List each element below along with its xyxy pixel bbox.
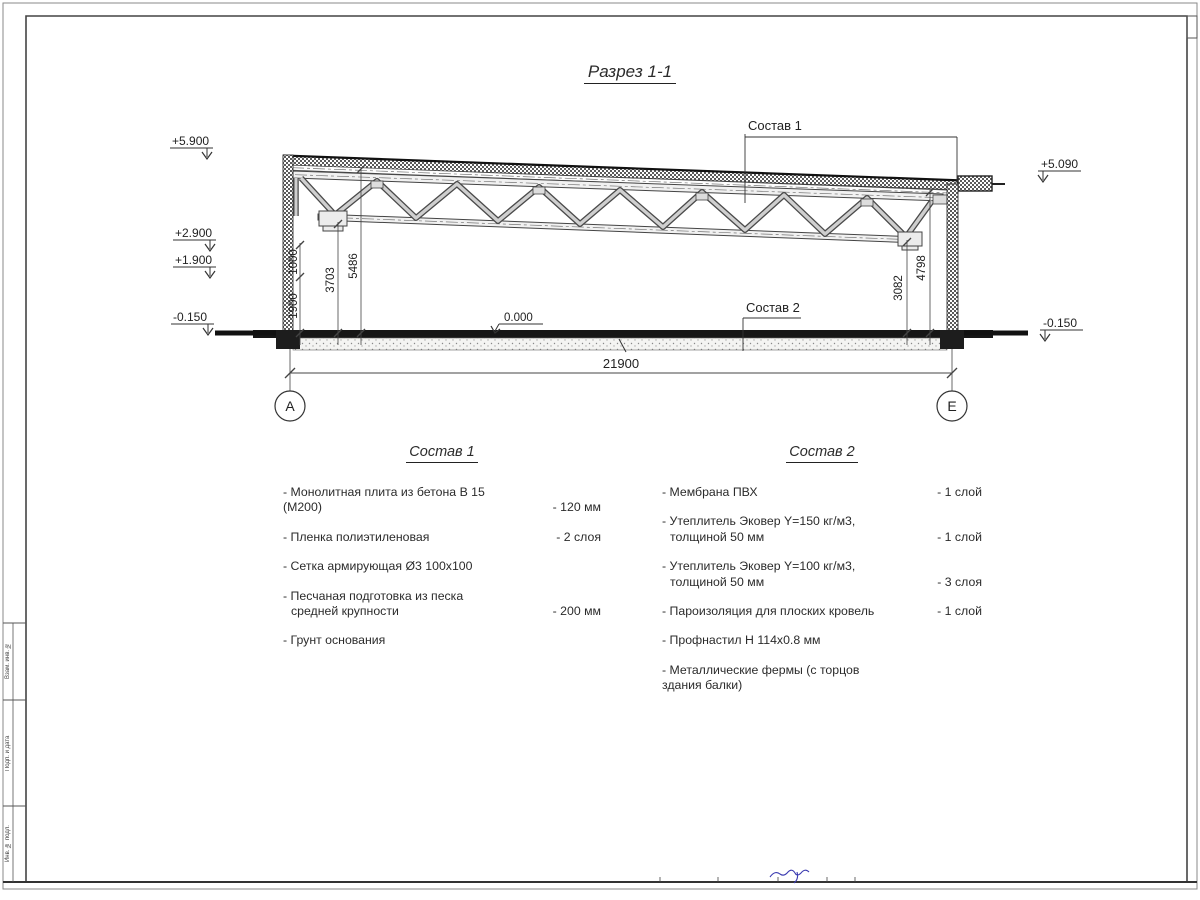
level-text-zero: 0.000 (504, 312, 533, 324)
frame-side-label: Взам. инв. № (5, 642, 11, 680)
level-text-1900: +1.900 (175, 253, 213, 267)
list-item: - Песчаная подготовка из песка средней крупности - 200 мм (283, 588, 601, 618)
list-item: - Профнастил Н 114х0.8 мм (662, 633, 821, 648)
right-footing (940, 330, 964, 349)
list-item: - Утеплитель Эковер Y=150 кг/м3, толщиной 50 мм - 1 слой (662, 514, 982, 544)
level-mark-1900 (173, 267, 216, 278)
callout-sostav1: Состав 1 (748, 118, 802, 133)
dim-3082: 3082 (893, 275, 905, 301)
sostav1-list (283, 443, 601, 663)
list-item: - Мембрана ПВХ - 1 слой (662, 485, 982, 500)
list-item: - Пароизоляция для плоских кровель - 1 слой (662, 603, 982, 618)
callouts (743, 134, 957, 351)
right-wall (947, 184, 958, 332)
floor-subbase (293, 338, 947, 350)
axis-a: А (285, 398, 295, 414)
sostav1-heading: Состав 1 (283, 443, 601, 461)
sostav2-heading: Состав 2 (662, 443, 982, 461)
dim-total: 21900 (602, 356, 640, 371)
dim-5486: 5486 (348, 253, 360, 279)
list-item: - Утеплитель Эковер Y=100 кг/м3, толщиной 50 мм - 3 слоя (662, 559, 982, 589)
level-text-minus150-left: -0.150 (173, 310, 208, 324)
grid-axes (275, 391, 967, 421)
frame-side-label: Инв. № подл. (5, 825, 11, 863)
dim-1000: 1000 (288, 249, 300, 275)
level-text-2900: +2.900 (175, 226, 213, 240)
dim-1900: 1900 (288, 293, 300, 319)
roof-edge-cap (958, 176, 992, 191)
level-text-5900: +5.900 (172, 134, 210, 148)
list-item: - Металлические фермы (с торцов здания балки) (662, 662, 860, 692)
level-mark-2900 (173, 240, 216, 251)
level-text-5090: +5.090 (1041, 157, 1079, 171)
axis-e: Е (947, 398, 957, 414)
building-section (215, 155, 1028, 352)
callout-sostav2: Состав 2 (746, 300, 800, 315)
list-item: - Грунт основания (283, 633, 386, 648)
level-mark-minus150-right (1040, 330, 1083, 341)
dim-3703: 3703 (325, 267, 337, 293)
level-text-minus150-right: -0.150 (1043, 316, 1078, 330)
dim-4798: 4798 (916, 255, 928, 281)
drawing-title: Разрез 1-1 (500, 62, 760, 82)
list-item: - Сетка армирующая Ø3 100х100 (283, 559, 473, 574)
level-mark-minus150-left (171, 324, 214, 335)
level-mark-5090 (1038, 171, 1081, 182)
floor-slab (253, 330, 993, 338)
sostav2-list (662, 443, 982, 707)
frame-side-label: Подп. и дата (5, 735, 11, 771)
list-item: - Пленка полиэтиленовая - 2 слоя (283, 529, 601, 544)
left-footing (276, 330, 300, 349)
list-item: - Монолитная плита из бетона В 15 (М200) - 120 мм (283, 485, 601, 515)
level-mark-5900 (170, 148, 213, 159)
